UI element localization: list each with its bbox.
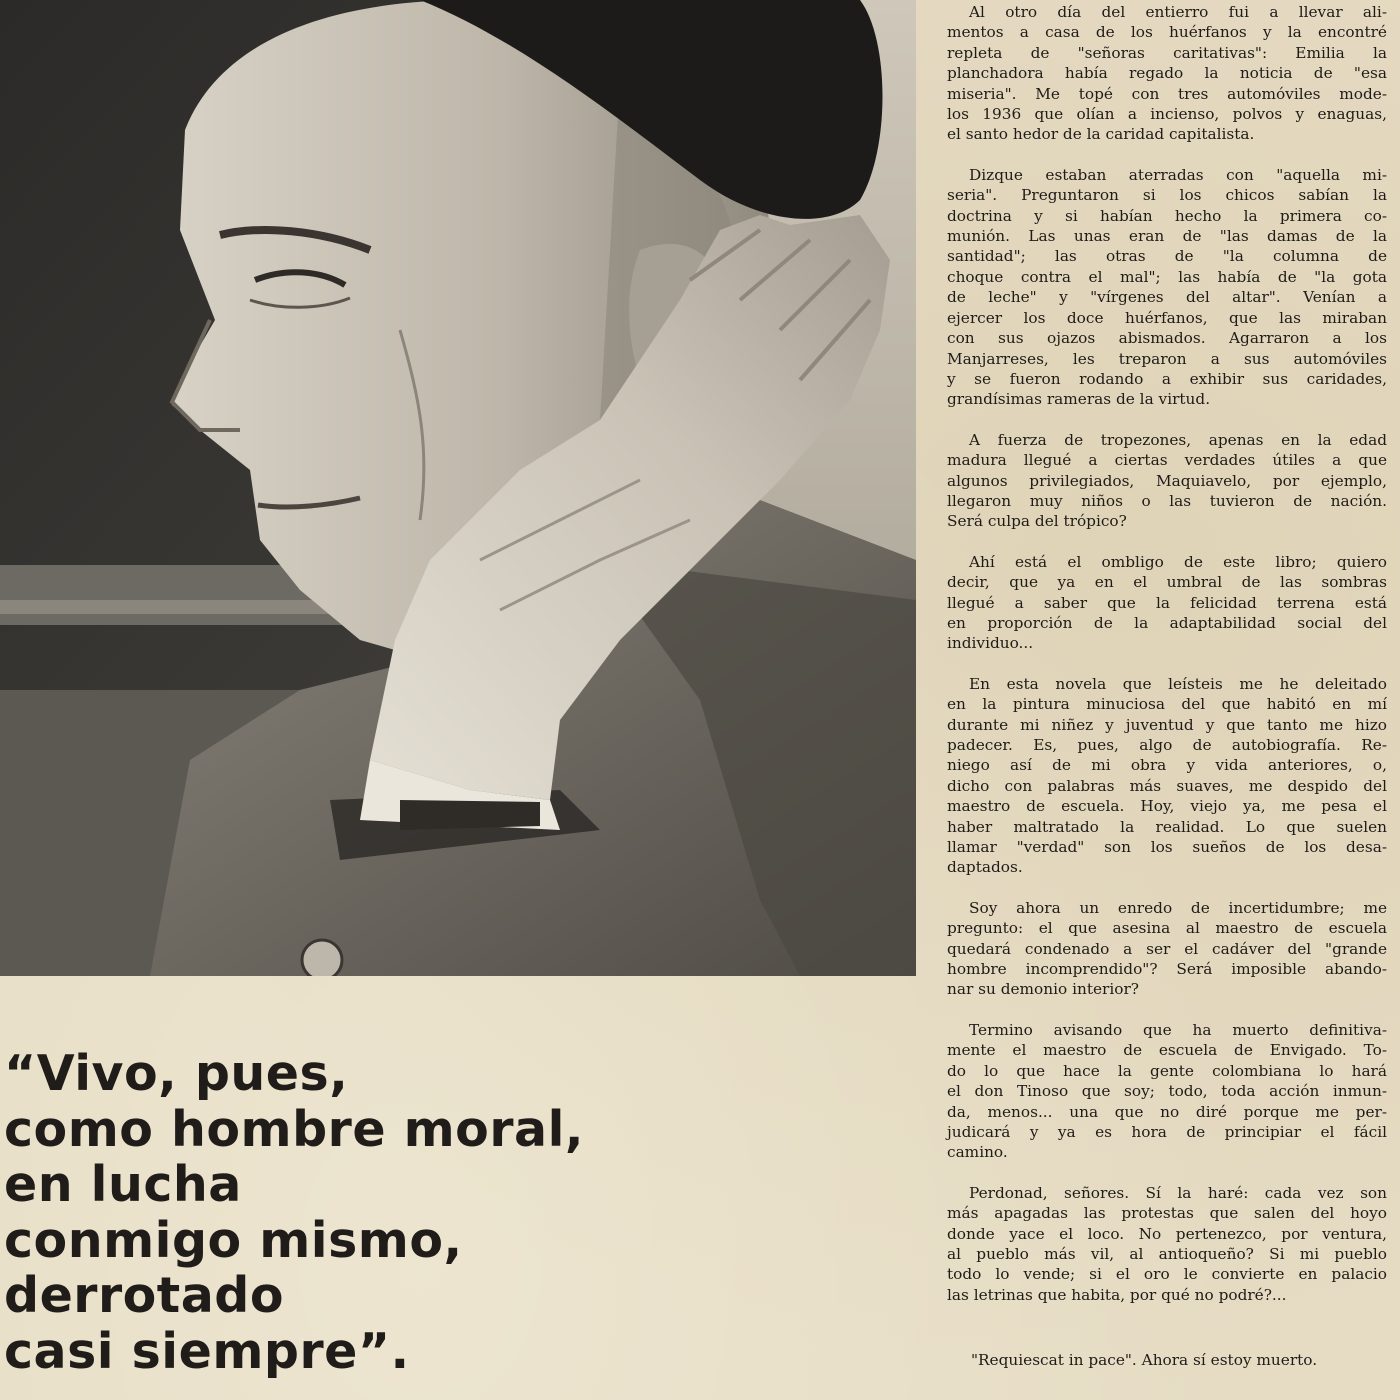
text-line: doctrina y si habían hecho la primera co- — [947, 206, 1387, 225]
pull-quote-line: “Vivo, pues, — [4, 1045, 349, 1102]
text-line: Soy ahora un enredo de incertidumbre; me — [969, 898, 1387, 917]
text-line: dicho con palabras más suaves, me despido del — [947, 776, 1387, 795]
text-line: choque contra el mal"; las había de "la gota — [947, 267, 1387, 286]
text-line: mentos a casa de los huérfanos y la encontré — [947, 23, 1387, 42]
text-line: ejercer los doce huérfanos, que las miraban — [947, 308, 1387, 327]
text-line: Al otro día del entierro fui a llevar ali- — [969, 3, 1387, 21]
text-line: los 1936 que olían a incienso, polvos y enaguas, — [947, 105, 1387, 124]
text-line: munión. Las unas eran de "las damas de la — [947, 227, 1387, 246]
text-line: nar su demonio interior? — [947, 980, 1139, 999]
text-line: camino. — [947, 1143, 1008, 1162]
text-line: llegaron muy niños o las tuvieron de nación. — [947, 491, 1387, 510]
text-line: al pueblo más vil, al antioqueño? Si mi pueblo — [947, 1244, 1387, 1263]
portrait-photo — [0, 0, 916, 976]
text-line: las letrinas que habita, por qué no podré?... — [947, 1285, 1287, 1304]
article-paragraph-4 — [947, 552, 1387, 654]
text-line: En esta novela que leísteis me he deleitado — [969, 674, 1387, 693]
text-line: Manjarreses, les treparon a sus automóviles — [947, 349, 1387, 368]
pull-quote-line: como hombre moral, — [4, 1100, 584, 1158]
pull-quote-line: conmigo mismo, — [4, 1211, 463, 1269]
text-line: quedará condenado a ser el cadáver del "grande — [947, 939, 1387, 958]
text-line: individuo... — [947, 634, 1034, 653]
article-paragraph-6 — [947, 898, 1387, 1000]
text-line: más apagadas las protestas que salen del hoyo — [947, 1204, 1387, 1223]
text-line: el santo hedor de la caridad capitalista. — [947, 125, 1255, 144]
article-paragraph-2 — [947, 165, 1387, 410]
text-line: en la pintura minuciosa del que habitó en mí — [947, 695, 1387, 714]
text-line: durante mi niñez y juventud y que tanto me hizo — [947, 715, 1387, 734]
text-line: haber maltratado la realidad. Lo que suelen — [947, 817, 1387, 836]
article-paragraph-8 — [947, 1183, 1387, 1305]
text-line: planchadora había regado la noticia de "esa — [947, 64, 1387, 83]
text-line: llamar "verdad" son los sueños de los desa- — [947, 838, 1387, 857]
text-line: el don Tinoso que soy; todo, toda acción inmun- — [947, 1082, 1387, 1101]
text-line: Perdonad, señores. Sí la haré: cada vez son — [969, 1183, 1387, 1202]
text-line: A fuerza de tropezones, apenas en la edad — [969, 430, 1387, 449]
text-line: maestro de escuela. Hoy, viejo ya, me pesa el — [947, 797, 1387, 816]
pull-quote-line: en lucha — [4, 1156, 242, 1213]
text-line: y se fueron rodando a exhibir sus caridades, — [947, 369, 1387, 388]
article-text-column — [947, 2, 1387, 1392]
text-line: Ahí está el ombligo de este libro; quiero — [969, 552, 1387, 571]
article-paragraph-3 — [947, 430, 1387, 532]
text-line: Será culpa del trópico? — [947, 512, 1127, 531]
text-line: niego así de mi obra y vida anteriores, o, — [947, 756, 1387, 775]
text-line: repleta de "señoras caritativas": Emilia la — [947, 43, 1387, 62]
text-line: decir, que ya en el umbral de las sombras — [947, 573, 1387, 592]
text-line: seria". Preguntaron si los chicos sabían la — [947, 186, 1387, 205]
article-paragraph-1 — [947, 2, 1387, 145]
text-line: todo lo vende; si el oro le convierte en palacio — [947, 1265, 1387, 1284]
text-line: mente el maestro de escuela de Envigado. To- — [947, 1041, 1387, 1060]
text-line: santidad"; las otras de "la columna de — [947, 247, 1387, 266]
text-line: da, menos... una que no diré porque me per- — [947, 1102, 1387, 1121]
portrait-illustration — [0, 0, 916, 976]
text-line: en proporción de la adaptabilidad social del — [947, 613, 1387, 632]
text-line: judicará y ya es hora de principiar el fácil — [947, 1122, 1387, 1141]
text-line: pregunto: el que asesina al maestro de escuela — [947, 919, 1387, 938]
text-line: hombre incomprendido"? Será imposible abando- — [947, 960, 1387, 979]
closing-line: "Requiescat in pace". Ahora sí estoy muerto. — [971, 1351, 1318, 1369]
pull-quote — [4, 1046, 684, 1379]
text-line: padecer. Es, pues, algo de autobiografía. Re- — [947, 736, 1387, 754]
article-paragraph-7 — [947, 1020, 1387, 1163]
article-paragraph-5 — [947, 674, 1387, 878]
pull-quote-line: derrotado — [4, 1267, 285, 1324]
text-line: Termino avisando que ha muerto definitiva- — [969, 1020, 1387, 1039]
text-line: donde yace el loco. No pertenezco, por ventura, — [947, 1224, 1387, 1243]
text-line: de leche" y "vírgenes del altar". Venían a — [947, 288, 1387, 307]
text-line: madura llegué a ciertas verdades útiles a que — [947, 451, 1387, 470]
text-line: Dizque estaban aterradas con "aquella mi- — [969, 165, 1387, 184]
text-line: con sus ojazos abismados. Agarraron a los — [947, 329, 1387, 348]
text-line: llegué a saber que la felicidad terrena está — [947, 593, 1387, 612]
text-line: do lo que hace la gente colombiana lo hará — [947, 1061, 1387, 1080]
text-line: grandísimas rameras de la virtud. — [947, 390, 1211, 409]
text-line: miseria". Me topé con tres automóviles mode- — [947, 84, 1387, 103]
pull-quote-line: casi siempre”. — [4, 1322, 410, 1380]
text-line: daptados. — [947, 858, 1023, 877]
text-line: algunos privilegiados, Maquiavelo, por ejemplo, — [947, 471, 1387, 490]
